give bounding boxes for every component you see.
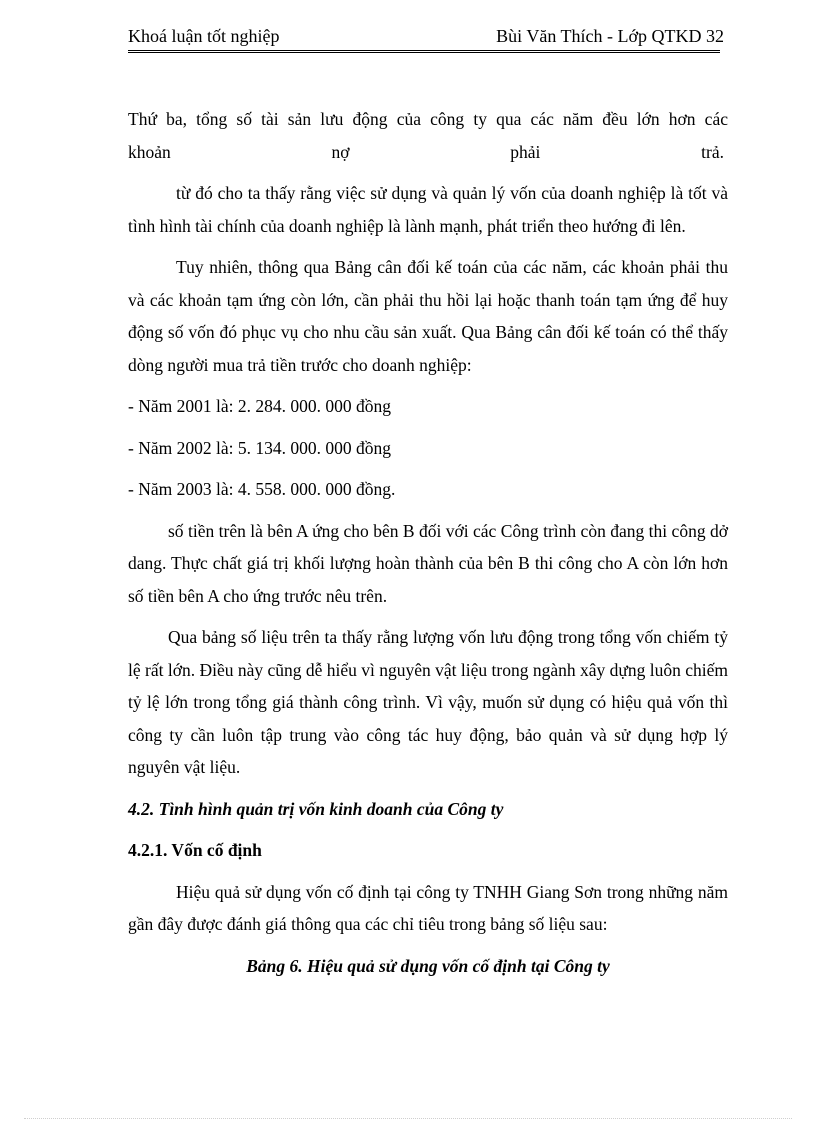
paragraph-3: Tuy nhiên, thông qua Bảng cân đối kế toán của các năm, các khoản phải thu và các khoản tạm ứng còn lớn, cần phải thu hồi lại hoặc thanh toán tạm ứng để huy động số vốn đó phục vụ cho nhu cầu sản xuất. Qua Bảng cân đối kế toán có thể thấy dòng người mua trả tiền trước cho doanh nghiệp: xyxy=(128,257,728,375)
paragraph-5: Qua bảng số liệu trên ta thấy rằng lượng vốn lưu động trong tổng vốn chiếm tỷ lệ rất lớn. Điều này cũng dễ hiểu vì nguyên vật liệu trong ngành xây dựng luôn chiếm tỷ lệ lớn trong tổng giá thành công trình. Vì vậy, muốn sử dụng có hiệu quả vốn thì công ty cần luôn tập trung vào công tác huy động, bảo quản và sử dụng hợp lý nguyên vật liệu. xyxy=(128,627,728,777)
table-caption: Bảng 6. Hiệu quả sử dụng vốn cố định tại Công ty xyxy=(246,955,610,976)
paragraph-2: từ đó cho ta thấy rằng việc sử dụng và quản lý vốn của doanh nghiệp là tốt và tình hình tài chính của doanh nghiệp là lành mạnh, phát triển theo hướng đi lên. xyxy=(128,183,728,236)
page-bottom-border xyxy=(24,1118,792,1119)
word: nợ xyxy=(331,141,350,162)
paragraph-1-line-1: Thứ ba, tổng số tài sản lưu động của công ty qua các năm đều lớn hơn các xyxy=(128,109,728,129)
section-heading-4-2-1: 4.2.1. Vốn cố định xyxy=(128,840,262,860)
header-right-author: Bùi Văn Thích - Lớp QTKD 32 xyxy=(496,26,724,46)
list-item-2001: - Năm 2001 là: 2. 284. 000. 000 đồng xyxy=(128,396,391,416)
word: trả. xyxy=(701,141,724,162)
list-item-2002: - Năm 2002 là: 5. 134. 000. 000 đồng xyxy=(128,437,391,458)
word: khoản xyxy=(128,141,171,162)
paragraph-6: Hiệu quả sử dụng vốn cố định tại công ty TNHH Giang Sơn trong những năm gần đây được đánh giá thông qua các chỉ tiêu trong bảng số liệu sau: xyxy=(128,881,728,934)
word: phải xyxy=(510,141,541,162)
document-body xyxy=(128,103,728,982)
list-item-2003: - Năm 2003 là: 4. 558. 000. 000 đồng. xyxy=(128,479,396,499)
page-header xyxy=(128,24,724,51)
paragraph-4: số tiền trên là bên A ứng cho bên B đối với các Công trình còn đang thi công dở dang. Thực chất giá trị khối lượng hoàn thành của bên B thi công cho A còn lớn hơn số tiền bên A cho ứng trước nêu trên. xyxy=(128,520,728,606)
paragraph-1-line-2 xyxy=(128,136,728,169)
header-left-title: Khoá luận tốt nghiệp xyxy=(128,26,280,46)
header-rule xyxy=(128,52,720,53)
section-heading-4-2: 4.2. Tình hình quản trị vốn kinh doanh của Công ty xyxy=(128,798,504,819)
